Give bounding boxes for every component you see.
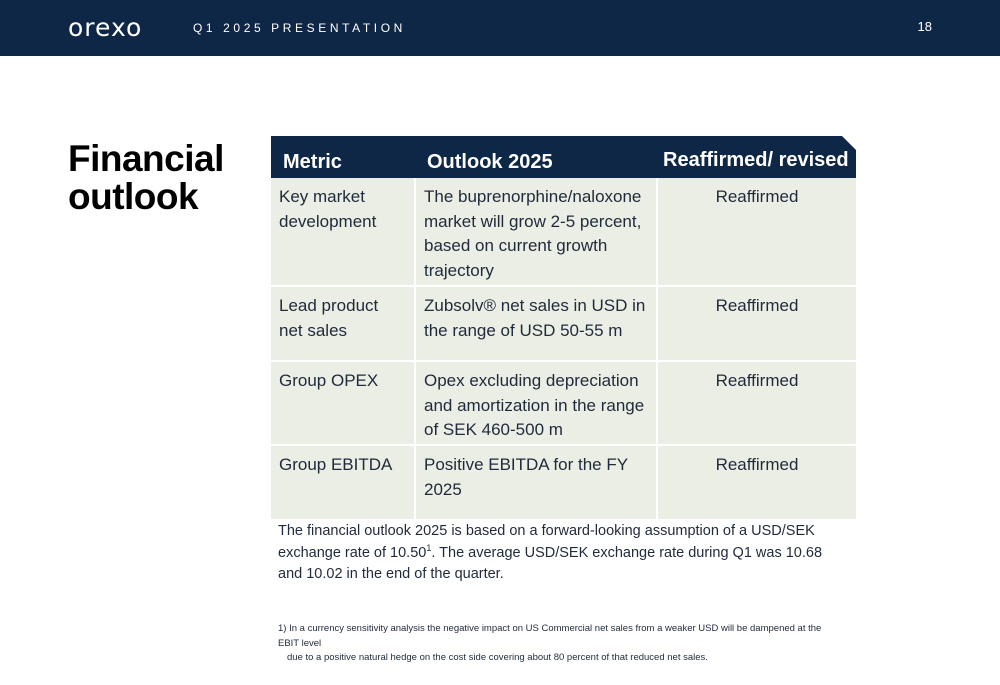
page-title: Financial outlook [68,138,224,217]
exchange-rate-note [278,521,848,586]
metric-cell: Group OPEX [279,371,379,390]
note-text-continued: . The average USD/SEK exchange rate during Q1 was 10.68 and 10.02 in the end of the quarter. [278,544,823,582]
table-row [271,444,856,519]
outlook-cell: Opex excluding depreciation and amortization in the range of SEK 460-500 m [414,362,656,444]
outlook-cell: Zubsolv® net sales in USD in the range of USD 50-55 m [414,287,656,360]
footnote-line-1: 1) In a currency sensitivity analysis the negative impact on US Commercial net sales from a weaker USD will be dampened at the EBIT level [278,623,822,649]
page-number: 18 [917,19,932,34]
presentation-title: Q1 2025 PRESENTATION [193,21,406,35]
column-header-status: Reaffirmed/ revised [663,149,849,171]
metric-cell: Group EBITDA [279,455,393,474]
status-cell: Reaffirmed [656,446,856,519]
column-header-metric: Metric [283,151,342,173]
table-body [271,178,856,519]
outlook-cell: The buprenorphine/naloxone market will grow 2-5 percent, based on current growth trajectory [414,178,656,285]
table-row [271,285,856,360]
note-text: The financial outlook 2025 is based on a forward-looking assumption of a USD/SEK exchange rate of 10.50 [278,523,815,561]
outlook-cell: Positive EBITDA for the FY 2025 [414,446,656,519]
table-row [271,360,856,444]
metric-cell: Key market development [279,187,377,231]
status-cell: Reaffirmed [656,178,856,285]
status-cell: Reaffirmed [656,287,856,360]
footnote [278,622,838,666]
column-header-outlook: Outlook 2025 [427,151,553,173]
top-banner [0,0,1000,56]
status-cell: Reaffirmed [656,362,856,444]
table-header [271,136,856,178]
company-logo: orexo [68,13,143,42]
outlook-table [271,136,856,519]
metric-cell: Lead product net sales [279,296,379,340]
footnote-reference: 1 [426,542,432,553]
footnote-line-2: due to a positive natural hedge on the cost side covering about 80 percent of that reduced net sales. [287,652,708,663]
table-row [271,178,856,285]
